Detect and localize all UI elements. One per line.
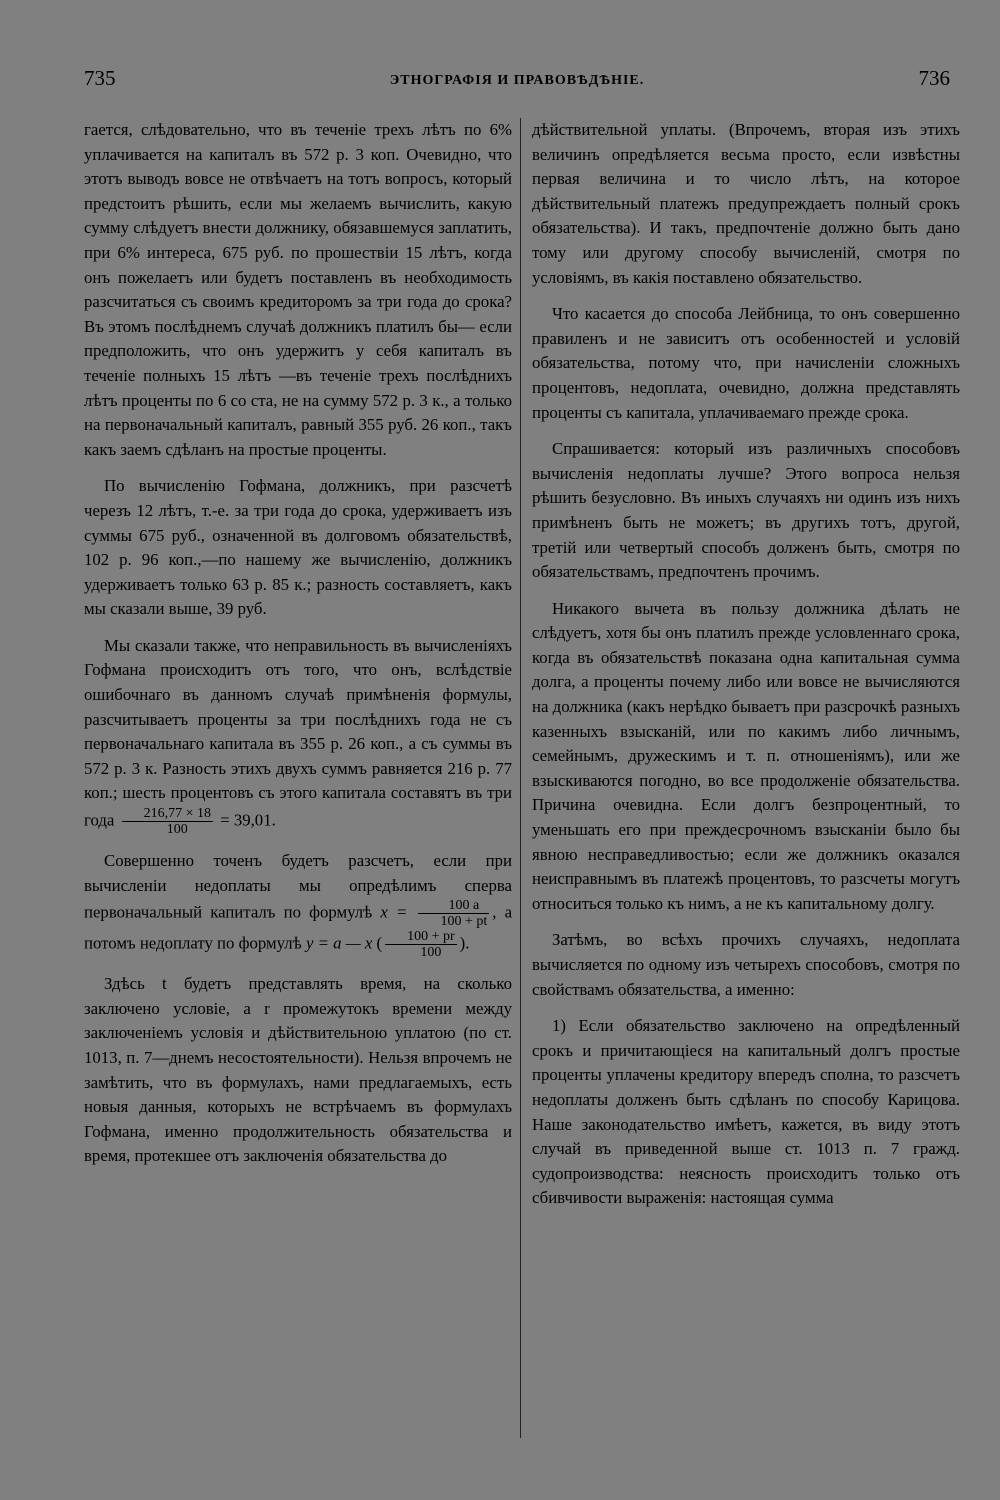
formula-y-numerator: 100 + pr (385, 929, 457, 945)
left-page-number: 735 (84, 66, 116, 90)
left-paragraph-3 (84, 634, 512, 837)
running-title: ЭТНОГРАФІЯ И ПРАВОВѢДѢНІЕ. (389, 73, 645, 88)
right-page-number: 736 (918, 66, 950, 90)
fraction-denominator: 100 (166, 822, 188, 838)
right-paragraph-1: дѣйствительной уплаты. (Впрочемъ, вторая изъ этихъ величинъ опредѣляется весьма просто, если извѣстны первая величина и то число лѣтъ, на которое дѣйствительный платежъ предупреждаетъ полный срокъ обязательства). И такъ, предпочтеніе должно быть дано тому или другому способу вычисленій, смотря по условіямъ, въ какія поставлено обязательство. (532, 120, 960, 287)
left-paragraph-3-result: = 39,01. (220, 810, 276, 830)
formula-x-lhs: x = (380, 902, 408, 922)
left-paragraph-3-text: Мы сказали также, что неправильность въ вычисленіяхъ Гофмана происходитъ отъ того, что онъ, вслѣдствіе ошибочнаго въ данномъ случаѣ примѣненія формулы, разсчитываетъ проценты за три послѣднихъ года не съ первоначальнаго капитала въ 355 р. 26 коп., а съ суммы въ 572 р. 3 к. Разность этихъ двухъ суммъ равняется 216 р. 77 коп.; шесть процентовъ съ этого капитала составятъ въ три года (84, 635, 512, 830)
left-column (84, 118, 512, 1181)
right-paragraph-2: Что касается до способа Лейбница, то онъ совершенно правиленъ и не зависитъ отъ особенностей и условій обязательства, потому что, при начисленіи сложныхъ процентовъ, недоплата, очевидно, должна представлять проценты съ капитала, уплачиваемаго прежде срока. (532, 304, 960, 422)
formula-y-denominator: 100 (420, 945, 442, 961)
formula-x-fraction (418, 898, 489, 929)
left-paragraph-4-mid: , а потомъ недоплату по формулѣ (84, 902, 513, 953)
column-divider (520, 118, 521, 1438)
right-paragraph-5: Затѣмъ, во всѣхъ прочихъ случаяхъ, недоплата вычисляется по одному изъ четырехъ способовъ, смотря по свойствамъ обязательства, а именно: (532, 930, 960, 999)
right-paragraph-6: 1) Если обязательство заключено на опредѣленный срокъ и причитающіеся на капитальный долгъ простые проценты уплачены кредитору впередъ сполна, то разсчетъ недоплаты долженъ быть сдѣланъ по способу Карицова. Наше законодательство имѣетъ, кажется, въ виду этотъ случай въ приведенной выше ст. 1013 п. 7 гражд. судопроизводства: неясность происходитъ только отъ сбивчивости выраженія: настоящая сумма (532, 1016, 960, 1208)
fraction-216-77 (122, 806, 213, 837)
formula-y-lhs: y = a — x (305, 933, 373, 953)
left-paragraph-4: Совершенно точенъ будетъ разсчетъ, если при вычисленіи недоплаты мы опредѣлимъ сперва первоначальный капиталъ по формулѣ x = $\frac{100 a}{100 + pt}$ , а потомъ недоплату по формулѣ y = a — x ( $\frac{100 + pr}{100}$ ). (84, 851, 513, 961)
formula-y-fraction (385, 929, 457, 960)
right-paragraph-3: Спрашивается: который изъ различныхъ способовъ вычисленія недоплаты лучше? Этого вопроса нельзя рѣшить безусловно. Въ иныхъ случаяхъ ни одинъ изъ нихъ примѣненъ быть не можетъ; въ другихъ тотъ, другой, третій или четвертый способъ долженъ быть, смотря по обязательствамъ, предпочтенъ прочимъ. (532, 439, 960, 582)
left-paragraph-5: Здѣсь t будетъ представлять время, на сколько заключено условіе, а r промежутокъ времени между заключеніемъ условія и дѣйствительною уплатою (по ст. 1013, п. 7—днемъ несостоятельности). Нельзя впрочемъ не замѣтить, что въ формулахъ, нами предлагаемыхъ, есть новыя данныя, которыхъ не встрѣчаемъ въ формулахъ Гофмана, именно продолжительность обязательства и время, протекшее отъ заключенія обязательства до (84, 974, 512, 1166)
running-header (84, 66, 950, 98)
formula-x-numerator: 100 a (418, 898, 489, 914)
formula-x-denominator: 100 + pt (440, 914, 488, 930)
right-paragraph-4: Никакого вычета въ пользу должника дѣлать не слѣдуетъ, хотя бы онъ платилъ прежде условленнаго срока, когда въ обязательствѣ показана одна капитальная сумма долга, а проценты почему либо или вовсе не вычисляются на должника (какъ нерѣдко бываетъ при разсрочкѣ разныхъ казенныхъ взысканій, или по какимъ либо личнымъ, семейнымъ, дружескимъ и т. п. отношеніямъ), или же взыскиваются погодно, во все продолженіе обязательства. Причина очевидна. Если долгъ безпроцентный, то уменьшать его при преждесрочномъ взысканіи было бы явною несправедливостью; если же должникъ оказался неисправнымъ въ платежѣ процентовъ, то разсчеты могутъ относиться только къ нимъ, а не къ капитальному долгу. (532, 598, 960, 913)
left-paragraph-4-text: Совершенно точенъ будетъ разсчетъ, если при вычисленіи недоплаты мы опредѣлимъ сперва первоначальный капиталъ по формулѣ (84, 851, 512, 922)
right-column (532, 118, 960, 1223)
fraction-numerator: 216,77 × 18 (122, 806, 213, 822)
left-paragraph-2: По вычисленію Гофмана, должникъ, при разсчетѣ черезъ 12 лѣтъ, т.-е. за три года до срока, удерживаетъ изъ суммы 675 руб., означенной въ долговомъ обязательствѣ, 102 р. 96 коп.,—по нашему же вычисленію, должникъ удерживаетъ только 63 р. 85 к.; разность составляетъ, какъ мы сказали выше, 39 руб. (84, 476, 512, 619)
left-paragraph-1: гается, слѣдовательно, что въ теченіе трехъ лѣтъ по 6% уплачивается на капиталъ въ 572 р. 3 коп. Очевидно, что этотъ выводъ вовсе не отвѣчаетъ на тотъ вопросъ, который предстоитъ рѣшить, если мы желаемъ вычислить, какую сумму слѣдуетъ внести должнику, обязавшемуся заплатить, при 6% интереса, 675 руб. по прошествіи 15 лѣтъ, когда онъ пожелаетъ или будетъ поставленъ въ необходимость разсчитаться съ своимъ кредиторомъ за три года до срока? Въ этомъ послѣднемъ случаѣ должникъ платилъ бы— если предположить, что онъ удержитъ у себя капиталъ въ теченіе полныхъ 15 лѣтъ —въ теченіе трехъ послѣднихъ лѣтъ проценты по 6 со ста, не на сумму 572 р. 3 к., а только на первоначальный капиталъ, равный 355 руб. 26 коп., такъ какъ заемъ сдѣланъ на простые проценты. (84, 120, 512, 459)
